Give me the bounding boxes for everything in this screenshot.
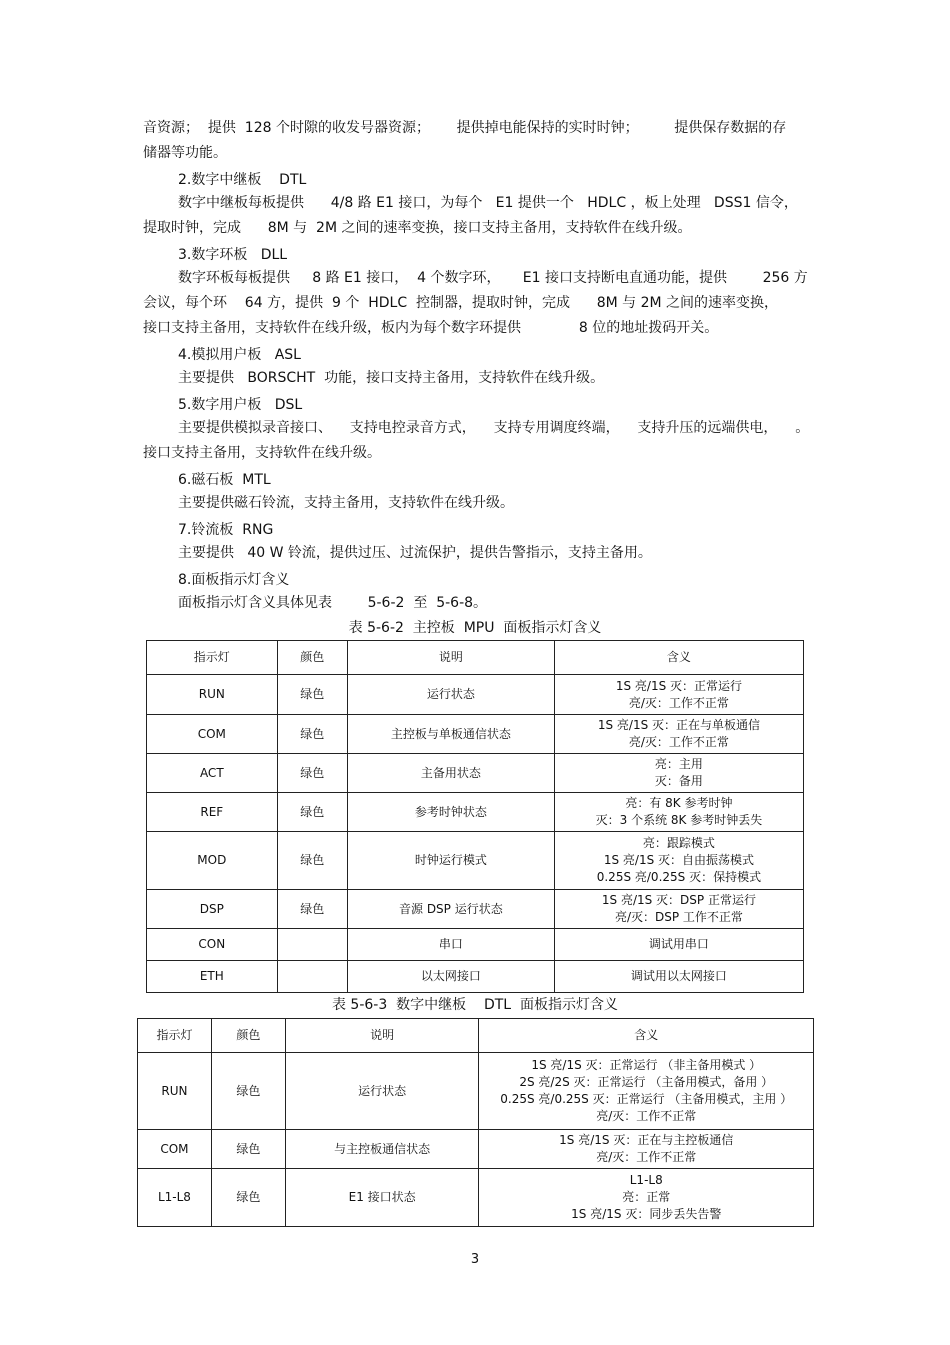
header-cell: 颜色 [211, 1019, 285, 1053]
table-cell: 运行状态 [285, 1053, 479, 1130]
table-cell: 运行状态 [347, 675, 554, 715]
table-cell: 绿色 [277, 754, 347, 793]
table-row [138, 1169, 814, 1227]
table-row [147, 715, 804, 754]
header-cell: 颜色 [277, 641, 347, 675]
cell-line: 亮：有 8K 参考时钟 [625, 796, 733, 810]
table-cell: 主控板与单板通信状态 [347, 715, 554, 754]
header-cell: 说明 [285, 1019, 479, 1053]
cell-line: 1S 亮/1S 灭：自由振荡模式 [603, 853, 755, 867]
cell-line: 亮/灭：工作不正常 [628, 735, 729, 749]
table-cell: 绿色 [277, 793, 347, 832]
paragraph-line: 主要提供磁石铃流，支持主备用，支持软件在线升级。 [178, 495, 514, 511]
table-row [147, 675, 804, 715]
table-cell [277, 961, 347, 993]
paragraph-line: 接口支持主备用，支持软件在线升级，板内为每个数字环提供 8 位的地址拨码开关。 [143, 320, 719, 336]
table-cell: CON [147, 929, 278, 961]
cell-line: 1S 亮/1S 灭：DSP 正常运行 [601, 893, 756, 907]
cell-line: 亮/灭：工作不正常 [596, 1109, 697, 1123]
paragraph-line: 主要提供 BORSCHT 功能，接口支持主备用，支持软件在线升级。 [178, 370, 605, 386]
paragraph-line: 主要提供模拟录音接口、 支持电控录音方式， 支持专用调度终端， 支持升压的远端供电， 。 [178, 420, 810, 436]
table-cell: L1-L8 [138, 1169, 212, 1227]
table-cell: 以太网接口 [347, 961, 554, 993]
header-cell: 说明 [347, 641, 554, 675]
table-cell [479, 1130, 814, 1169]
table-cell: COM [147, 715, 278, 754]
table-row [147, 832, 804, 890]
table-cell: 调试用串口 [554, 929, 803, 961]
table-caption: 表 5-6-3 数字中继板 DTL 面板指示灯含义 [331, 997, 618, 1013]
table-cell: ETH [147, 961, 278, 993]
table-row [147, 929, 804, 961]
table-cell: 时钟运行模式 [347, 832, 554, 890]
header-cell: 指示灯 [138, 1019, 212, 1053]
table-cell: 主备用状态 [347, 754, 554, 793]
cell-line: 亮：跟踪模式 [642, 836, 715, 850]
paragraph-line: 数字环板每板提供 8 路 E1 接口， 4 个数字环， E1 接口支持断电直通功能，提供 256 方 [178, 270, 808, 286]
header-cell: 指示灯 [147, 641, 278, 675]
cell-line: L1-L8 [629, 1173, 663, 1187]
table-cell: ACT [147, 754, 278, 793]
table-cell: RUN [147, 675, 278, 715]
table-caption: 表 5-6-2 主控板 MPU 面板指示灯含义 [348, 620, 602, 636]
cell-line: 亮/灭：工作不正常 [596, 1150, 697, 1164]
table-cell: E1 接口状态 [285, 1169, 479, 1227]
table-cell [554, 832, 803, 890]
table-cell [554, 675, 803, 715]
cell-line: 亮：正常 [622, 1190, 671, 1204]
header-cell: 含义 [554, 641, 803, 675]
table-row [138, 1053, 814, 1130]
table-cell: 绿色 [211, 1053, 285, 1130]
table-cell: 绿色 [211, 1169, 285, 1227]
table-cell: 绿色 [277, 675, 347, 715]
table-cell: 与主控板通信状态 [285, 1130, 479, 1169]
indicator-table-dtl [137, 1018, 814, 1227]
section-heading: 6.磁石板 MTL [178, 472, 271, 488]
section-heading: 7.铃流板 RNG [178, 522, 274, 538]
section-heading: 2.数字中继板 DTL [178, 172, 307, 188]
table-cell: 绿色 [277, 715, 347, 754]
paragraph-line: 接口支持主备用，支持软件在线升级。 [143, 445, 381, 461]
table-cell: 绿色 [211, 1130, 285, 1169]
table-header-row [147, 641, 804, 675]
cell-line: 灭：备用 [654, 774, 703, 788]
table-cell: DSP [147, 890, 278, 929]
indicator-table-mpu [146, 640, 804, 993]
paragraph-line: 面板指示灯含义具体见表 5-6-2 至 5-6-8。 [178, 595, 488, 611]
table-header-row [138, 1019, 814, 1053]
table-cell [554, 715, 803, 754]
table-row [147, 961, 804, 993]
paragraph-line: 音资源； 提供 128 个时隙的收发号器资源； 提供掉电能保持的实时时钟； 提供保存数据的存 [143, 120, 787, 136]
section-heading: 8.面板指示灯含义 [178, 572, 290, 588]
table-cell: MOD [147, 832, 278, 890]
table-cell [479, 1053, 814, 1130]
header-cell: 含义 [479, 1019, 814, 1053]
cell-line: 1S 亮/1S 灭：正常运行 （非主备用模式 ） [531, 1058, 762, 1072]
cell-line: 亮/灭：DSP 工作不正常 [614, 910, 743, 924]
paragraph-line: 会议，每个环 64 方，提供 9 个 HDLC 控制器，提取时钟，完成 8M 与 2M 之间的速率变换， [143, 295, 779, 311]
cell-line: 0.25S 亮/0.25S 灭：保持模式 [596, 870, 762, 884]
table-row [147, 890, 804, 929]
cell-line: 1S 亮/1S 灭：同步丢失告警 [571, 1207, 722, 1221]
table-cell: REF [147, 793, 278, 832]
page-number: 3 [470, 1252, 480, 1267]
table-cell: 串口 [347, 929, 554, 961]
table-cell: 参考时钟状态 [347, 793, 554, 832]
cell-line: 1S 亮/1S 灭：正常运行 [615, 678, 743, 693]
section-heading: 3.数字环板 DLL [178, 247, 288, 263]
paragraph-line: 储器等功能。 [143, 145, 227, 161]
cell-line: 亮/灭：工作不正常 [628, 695, 729, 710]
cell-line: 1S 亮/1S 灭：正在与单板通信 [597, 718, 761, 732]
section-heading: 4.模拟用户板 ASL [178, 347, 301, 363]
cell-line: 灭：3 个系统 8K 参考时钟丢失 [595, 813, 763, 827]
cell-line: 2S 亮/2S 灭：正常运行 （主备用模式，备用 ） [519, 1075, 774, 1089]
table-cell [554, 890, 803, 929]
table-cell [554, 793, 803, 832]
cell-line: 1S 亮/1S 灭：正在与主控板通信 [559, 1133, 734, 1147]
table-cell: 音源 DSP 运行状态 [347, 890, 554, 929]
table-cell: 调试用以太网接口 [554, 961, 803, 993]
table-cell: COM [138, 1130, 212, 1169]
table-cell [479, 1169, 814, 1227]
table-row [138, 1130, 814, 1169]
table-row [147, 754, 804, 793]
paragraph-line: 提取时钟，完成 8M 与 2M 之间的速率变换，接口支持主备用，支持软件在线升级。 [143, 220, 692, 236]
table-cell [277, 929, 347, 961]
table-cell [554, 754, 803, 793]
table-cell: RUN [138, 1053, 212, 1130]
table-cell: 绿色 [277, 890, 347, 929]
paragraph-line: 数字中继板每板提供 4/8 路 E1 接口，为每个 E1 提供一个 HDLC ，板上处理 DSS1 信令， [178, 195, 798, 211]
paragraph-line: 主要提供 40 W 铃流，提供过压、过流保护，提供告警指示，支持主备用。 [178, 545, 652, 561]
section-heading: 5.数字用户板 DSL [178, 397, 303, 413]
table-row [147, 793, 804, 832]
cell-line: 0.25S 亮/0.25S 灭：正常运行 （主备用模式，主用 ） [500, 1092, 793, 1106]
table-cell: 绿色 [277, 832, 347, 890]
cell-line: 亮：主用 [654, 757, 703, 771]
